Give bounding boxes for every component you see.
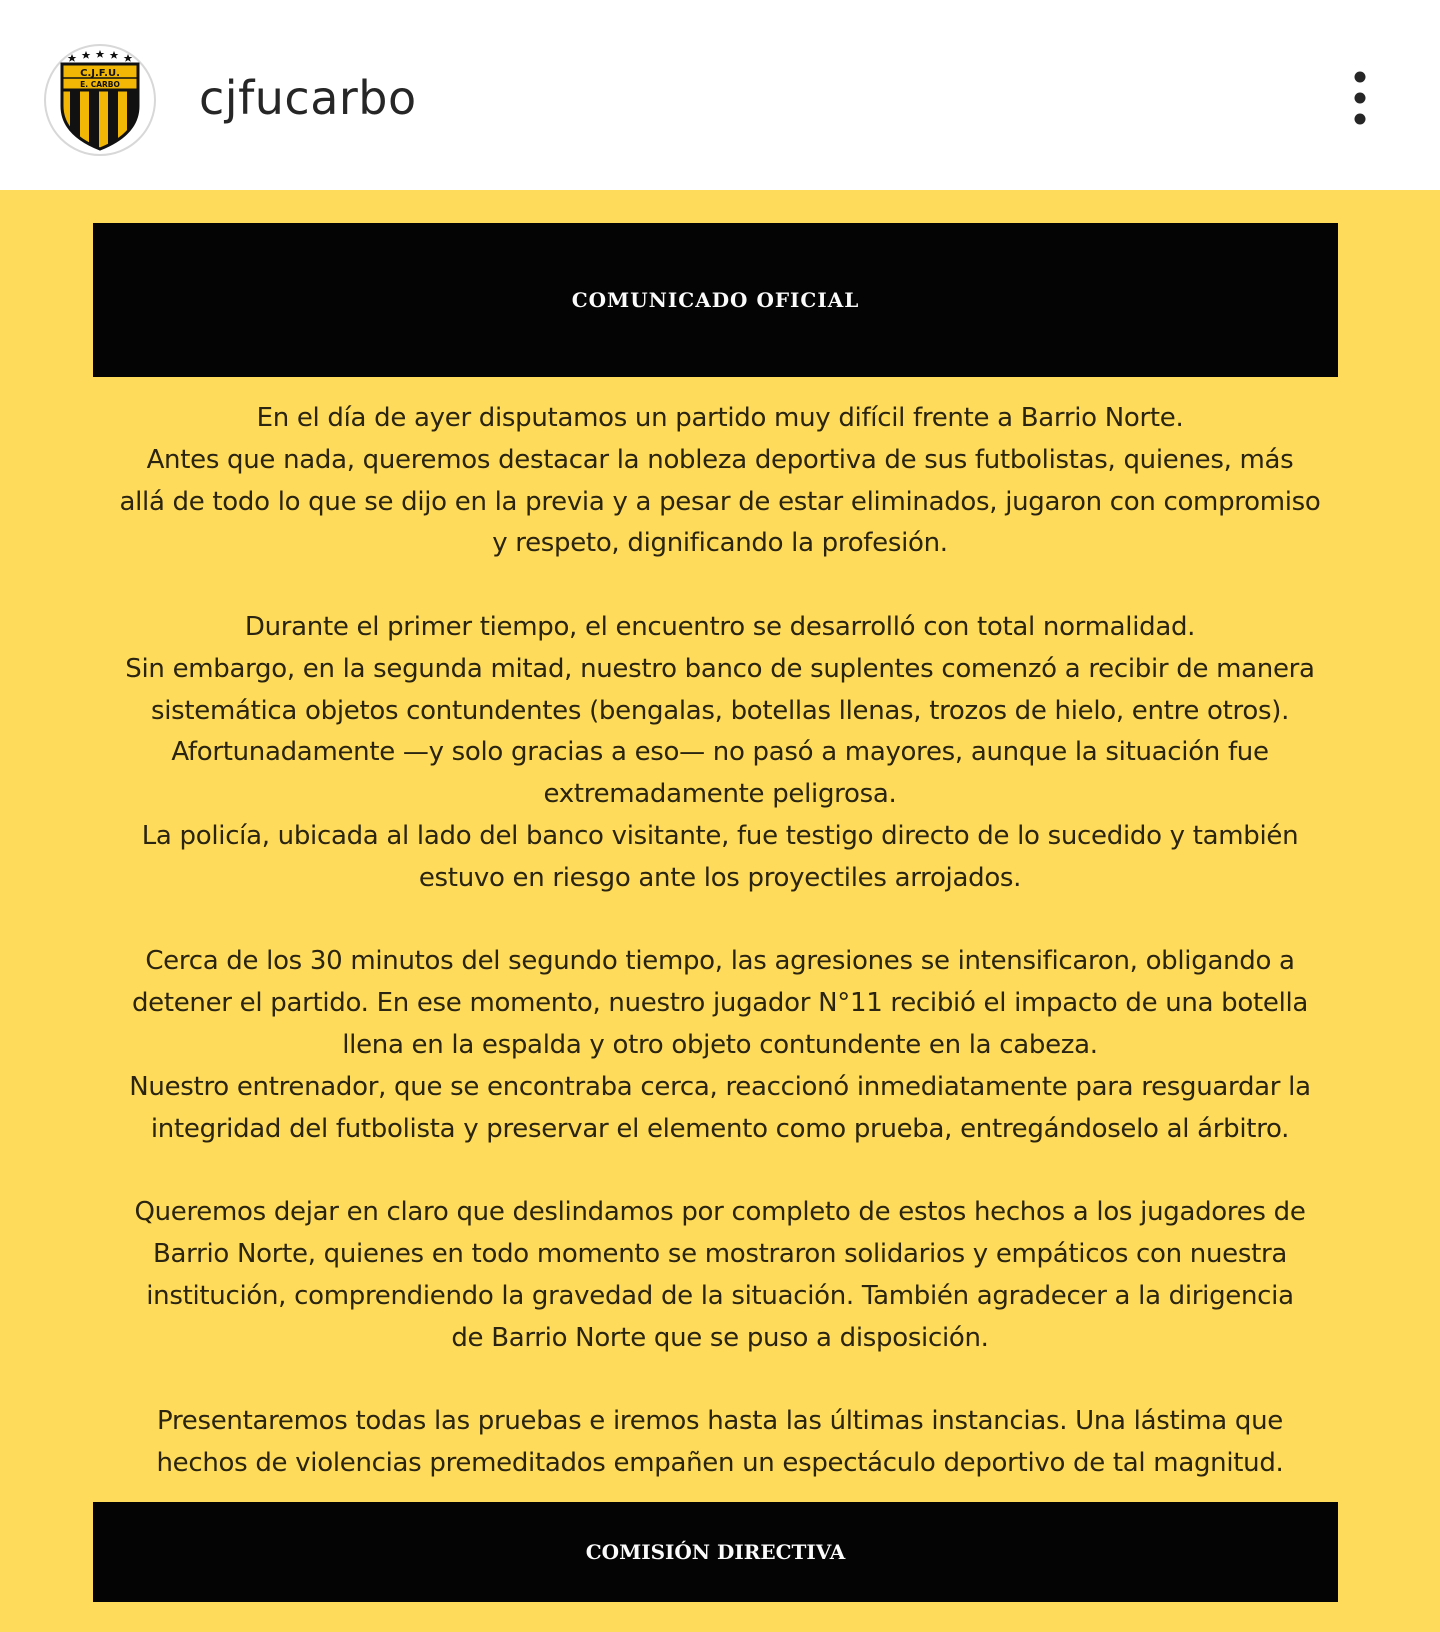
avatar[interactable] <box>44 44 156 156</box>
paragraph-line: sistemática objetos contundentes (bengalas, botellas llenas, trozos de hielo, entre otros). <box>150 695 1290 726</box>
paragraph-line: integridad del futbolista y preservar el elemento como prueba, entregándoselo al árbitro. <box>150 1113 1290 1144</box>
svg-text:C.J.F.U.: C.J.F.U. <box>80 68 120 79</box>
paragraph-line: Sin embargo, en la segunda mitad, nuestro banco de suplentes comenzó a recibir de manera <box>125 653 1315 684</box>
paragraph-line: allá de todo lo que se dijo en la previa y a pesar de estar eliminados, jugaron con compromiso <box>119 486 1321 517</box>
post-header <box>0 0 1440 190</box>
more-options-button[interactable] <box>1330 58 1390 138</box>
paragraph-line: llena en la espalda y otro objeto contundente en la cabeza. <box>342 1029 1098 1060</box>
svg-text:E. CARBO: E. CARBO <box>80 80 120 89</box>
paragraph-line: detener el partido. En ese momento, nuestro jugador N°11 recibió el impacto de una botella <box>131 988 1309 1019</box>
post-title: COMUNICADO OFICIAL <box>93 223 1338 377</box>
paragraph-line: Queremos dejar en claro que deslindamos por completo de estos hechos a los jugadores de <box>134 1197 1306 1228</box>
paragraph-line: extremadamente peligrosa. <box>543 779 897 810</box>
paragraph-line: Nuestro entrenador, que se encontraba cerca, reaccionó inmediatamente para resguardar la <box>129 1071 1311 1102</box>
post-signature: COMISIÓN DIRECTIVA <box>93 1502 1338 1602</box>
post-image <box>0 190 1440 1632</box>
paragraph-line: hechos de violencias premeditados empañen un espectáculo deportivo de tal magnitud. <box>156 1447 1284 1478</box>
paragraph-line: Cerca de los 30 minutos del segundo tiempo, las agresiones se intensificaron, obligando a <box>145 946 1295 977</box>
paragraph-line: estuvo en riesgo ante los proyectiles arrojados. <box>418 862 1022 893</box>
paragraph-line: Barrio Norte, quienes en todo momento se mostraron solidarios y empáticos con nuestra <box>152 1238 1287 1269</box>
paragraph-line: institución, comprendiendo la gravedad de la situación. También agradecer a la dirigencia <box>146 1280 1294 1311</box>
more-vertical-icon <box>1350 68 1370 128</box>
paragraph-line: Durante el primer tiempo, el encuentro se desarrolló con total normalidad. <box>244 611 1196 642</box>
paragraph-line: y respeto, dignificando la profesión. <box>492 528 948 559</box>
post-paragraph <box>40 1192 1400 1359</box>
post-paragraph <box>40 398 1400 565</box>
paragraph-line: Afortunadamente —y solo gracias a eso— no pasó a mayores, aunque la situación fue <box>171 737 1269 768</box>
paragraph-line: La policía, ubicada al lado del banco visitante, fue testigo directo de lo sucedido y también <box>141 820 1299 851</box>
paragraph-line: Antes que nada, queremos destacar la nobleza deportiva de sus futbolistas, quienes, más <box>146 444 1294 475</box>
club-crest-icon <box>52 48 148 152</box>
post-body <box>40 398 1400 1485</box>
paragraph-line: Presentaremos todas las pruebas e iremos hasta las últimas instancias. Una lástima que <box>157 1406 1283 1437</box>
paragraph-line: En el día de ayer disputamos un partido muy difícil frente a Barrio Norte. <box>256 403 1184 433</box>
username-link[interactable]: cjfucarbo <box>199 71 417 125</box>
post-paragraph <box>40 607 1400 900</box>
post-paragraph <box>40 941 1400 1150</box>
post-paragraph <box>40 1401 1400 1485</box>
paragraph-line: de Barrio Norte que se puso a disposición. <box>451 1322 989 1353</box>
